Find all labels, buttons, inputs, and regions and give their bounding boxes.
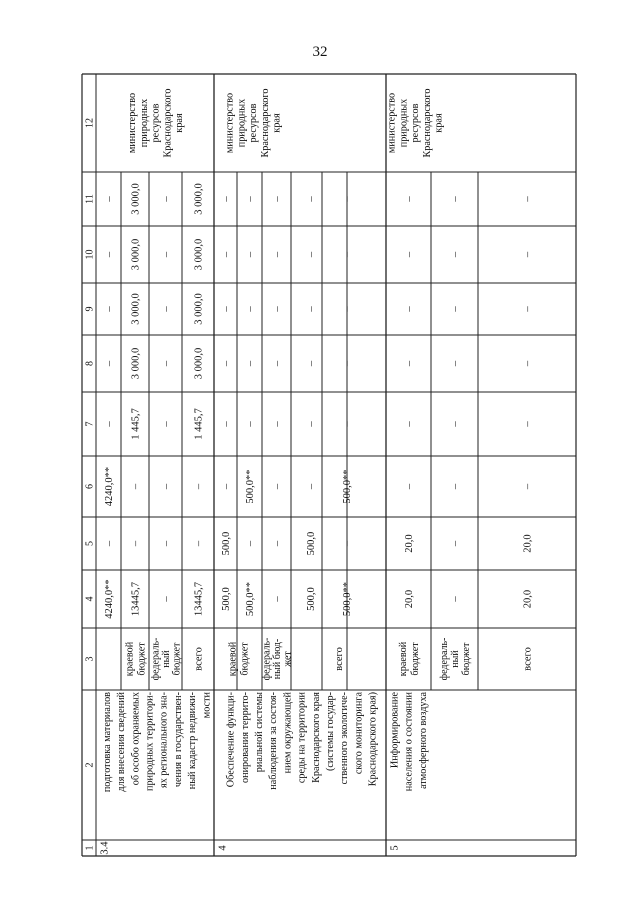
- executor: [224, 88, 282, 157]
- value-c11: [194, 183, 205, 215]
- value-c6-line: –: [272, 483, 284, 490]
- value-c9-line: –: [342, 306, 354, 312]
- value-c6-line: –: [221, 483, 233, 490]
- column-number: [85, 763, 96, 768]
- value-c5-line: 20,0: [404, 534, 416, 553]
- value-c7-line: –: [450, 421, 462, 427]
- row-number: [218, 845, 229, 851]
- value-c7-line: –: [522, 421, 534, 427]
- value-c7: [306, 421, 317, 428]
- value-c5: [194, 540, 205, 547]
- funding-source: [151, 638, 183, 681]
- column-number-line: 1: [84, 845, 96, 851]
- funding-source-line: бюджет: [171, 642, 183, 676]
- column-number: [85, 846, 96, 851]
- value-c7: [161, 421, 172, 428]
- value-c6: [161, 483, 172, 490]
- event-name-line: Краснодарского края: [310, 692, 322, 783]
- value-c7: [194, 408, 205, 440]
- value-top-c4: [104, 579, 115, 618]
- row-number: [100, 841, 111, 855]
- value-c4: [131, 582, 142, 616]
- value-c5: [221, 532, 232, 556]
- column-number-line: 10: [84, 249, 96, 260]
- value-c9: [342, 306, 353, 313]
- value-c9: [404, 306, 415, 313]
- value-c6: [523, 483, 534, 490]
- value-c4: [194, 582, 205, 616]
- value-top-c8-line: –: [104, 360, 116, 367]
- value-c6-line: –: [193, 483, 205, 490]
- value-c11: [450, 196, 461, 203]
- column-number-line: 4: [84, 596, 96, 602]
- value-c11-line: 3 000,0: [193, 183, 205, 215]
- value-c7: [450, 421, 461, 428]
- value-c6: [450, 483, 461, 490]
- value-c5-line: –: [161, 540, 173, 547]
- column-number: [85, 597, 96, 602]
- executor-line: ресурсов: [410, 103, 422, 143]
- value-c9: [523, 306, 534, 313]
- value-top-c11-line: –: [104, 196, 116, 202]
- event-name-line: подготовка материалов: [101, 692, 113, 793]
- value-c8-line: –: [342, 360, 354, 367]
- value-c5-line: 500,0: [306, 531, 318, 556]
- funding-source-line: краевой: [124, 641, 136, 677]
- value-c4-line: 13445,7: [193, 581, 205, 617]
- funding-source-line: жет: [282, 651, 294, 667]
- executor-line: края: [271, 113, 283, 133]
- page-number: 32: [312, 44, 328, 60]
- event-name-line: об особо охраняемых: [130, 692, 142, 786]
- value-c6: [194, 483, 205, 490]
- value-c7-line: –: [245, 421, 257, 427]
- value-c5-line: 20,0: [522, 534, 534, 553]
- value-c10-line: –: [522, 251, 534, 258]
- event-name-line: ный кадастр недвижи-: [187, 692, 199, 790]
- value-c7-line: –: [342, 421, 354, 427]
- value-c7-line: 1 445,7: [193, 408, 205, 440]
- value-c6: [306, 483, 317, 490]
- value-c11-line: 3 000,0: [130, 183, 142, 215]
- column-number: [85, 657, 96, 662]
- value-c6-line: –: [450, 483, 462, 490]
- event-name-line: онирования террито-: [239, 692, 251, 783]
- column-number: [85, 194, 96, 204]
- value-top-c7: [104, 421, 115, 428]
- value-c8-line: –: [161, 360, 173, 367]
- value-c10-line: 3 000,0: [193, 238, 205, 271]
- value-c9-line: 3 000,0: [130, 293, 142, 325]
- column-number: [85, 422, 96, 427]
- value-c7: [342, 421, 353, 428]
- row-number-line: 3.4: [99, 841, 111, 855]
- value-c11: [161, 196, 172, 203]
- executor: [386, 88, 444, 157]
- value-c9: [161, 306, 172, 313]
- value-top-c4-line: 4240,0**: [104, 579, 116, 619]
- value-c11: [306, 196, 317, 203]
- value-c8: [194, 348, 205, 380]
- column-number-line: 5: [84, 541, 96, 546]
- value-c9: [131, 293, 142, 325]
- value-c6: [221, 483, 232, 490]
- funding-source-line: всего: [193, 647, 205, 671]
- funding-source-line: всего: [334, 647, 346, 671]
- funding-source-line: бюджет: [239, 642, 251, 676]
- funding-source: [194, 647, 205, 671]
- value-c9-line: –: [245, 306, 257, 312]
- value-c6: [131, 483, 142, 490]
- value-c9: [194, 293, 205, 325]
- value-c5-line: 500,0: [221, 531, 233, 556]
- value-top-c8: [104, 360, 115, 367]
- event-name-line: среды на территории: [296, 692, 308, 784]
- funding-source: [228, 641, 251, 676]
- value-c4-line: 500,0**: [245, 581, 257, 617]
- value-c5-line: –: [272, 540, 284, 547]
- value-top-c5-line: –: [104, 540, 116, 547]
- funding-source-line: бюджет: [461, 642, 472, 676]
- executor-line: края: [174, 113, 186, 133]
- value-c9-line: –: [161, 306, 173, 312]
- value-c7-line: 1 445,7: [130, 408, 142, 440]
- value-top-c10: [104, 251, 115, 258]
- column-number-line: 11: [84, 194, 96, 204]
- value-c4-line: 20,0: [404, 589, 416, 609]
- value-c11: [404, 196, 415, 203]
- value-c10-line: –: [221, 251, 233, 258]
- value-c10: [194, 239, 205, 271]
- value-c4-line: –: [161, 596, 173, 602]
- value-c9-line: –: [522, 306, 534, 312]
- funding-source-line: краевой: [227, 641, 239, 677]
- event-name-line: ях регионального зна-: [158, 692, 170, 788]
- value-c6-line: –: [130, 483, 142, 490]
- value-c10: [131, 239, 142, 271]
- executor-line: ресурсов: [248, 103, 260, 143]
- value-c8-line: –: [450, 360, 462, 367]
- event-name-line: чения в государствен-: [172, 692, 184, 788]
- value-c10-line: –: [450, 251, 462, 258]
- executor-line: ресурсов: [150, 103, 162, 143]
- value-c6-line: –: [306, 483, 318, 490]
- value-c8: [272, 360, 283, 367]
- value-c11: [245, 196, 256, 203]
- value-c6-line: –: [161, 483, 173, 490]
- value-c8: [245, 360, 256, 367]
- executor-line: природных: [398, 98, 410, 148]
- value-c6-line: –: [404, 483, 416, 490]
- value-c9-line: –: [221, 306, 233, 312]
- value-c9-line: –: [272, 306, 284, 312]
- value-c7-line: –: [221, 421, 233, 427]
- funding-source-line: федераль-: [150, 637, 162, 681]
- value-c6: [342, 469, 353, 503]
- value-top-c9: [104, 306, 115, 313]
- value-c10: [404, 251, 415, 258]
- row-number-line: 5: [389, 845, 401, 851]
- funding-source-line: федераль-: [261, 637, 273, 681]
- value-c11-line: –: [404, 196, 416, 202]
- executor-line: Краснодарского: [259, 88, 271, 158]
- value-top-c9-line: –: [104, 306, 116, 312]
- value-c4: [306, 587, 317, 611]
- value-c9-line: –: [404, 306, 416, 312]
- value-c4-line: –: [450, 596, 462, 602]
- value-c10: [306, 251, 317, 258]
- value-c9: [450, 306, 461, 313]
- value-c10: [342, 251, 353, 258]
- value-c11: [523, 196, 534, 203]
- funding-source-line: ный бюд-: [272, 638, 283, 680]
- value-c6-line: 500,0**: [342, 469, 354, 504]
- value-top-c11: [104, 196, 115, 203]
- value-c4: [404, 590, 415, 608]
- value-c7-line: –: [404, 421, 416, 427]
- value-c11: [272, 196, 283, 203]
- executor-line: министерство: [126, 92, 138, 154]
- value-c4-line: 13445,7: [130, 581, 142, 617]
- value-c9: [245, 306, 256, 313]
- value-c4: [272, 596, 283, 603]
- column-number: [85, 118, 96, 128]
- event-name-line: мости: [201, 692, 213, 719]
- value-c8-line: –: [522, 360, 534, 367]
- value-c6-line: –: [522, 483, 534, 490]
- funding-source-line: ный: [450, 650, 461, 668]
- value-c6-line: 500,0**: [245, 469, 257, 504]
- value-top-c6: [104, 467, 115, 506]
- value-c8: [131, 348, 142, 380]
- event-name-line: (системы государ-: [324, 692, 336, 772]
- value-c7: [404, 421, 415, 428]
- value-c7: [221, 421, 232, 428]
- funding-source: [439, 638, 472, 681]
- value-c4-line: 500,0: [221, 587, 233, 611]
- value-c5-line: –: [130, 540, 142, 547]
- value-c7: [245, 421, 256, 428]
- value-c10: [450, 251, 461, 258]
- value-c8: [342, 360, 353, 367]
- value-c8: [221, 360, 232, 367]
- value-c6: [272, 483, 283, 490]
- value-c5: [131, 540, 142, 547]
- column-number-line: 7: [84, 421, 96, 427]
- value-top-c7-line: –: [104, 421, 116, 427]
- value-c10-line: –: [306, 251, 318, 258]
- column-number-line: 9: [84, 306, 96, 312]
- column-number: [85, 484, 96, 489]
- column-number: [85, 541, 96, 546]
- row-number-line: 4: [217, 845, 229, 851]
- event-name-line: наблюдения за состоя-: [268, 692, 280, 790]
- value-c11-line: –: [342, 196, 354, 202]
- value-c4-line: 500,0: [306, 587, 318, 611]
- value-c9-line: 3 000,0: [193, 293, 205, 325]
- value-c10: [221, 251, 232, 258]
- value-c11: [131, 183, 142, 215]
- value-c9-line: –: [306, 306, 318, 312]
- value-c10: [272, 251, 283, 258]
- event-name: [226, 691, 379, 789]
- value-c8-line: 3 000,0: [130, 347, 142, 380]
- funding-source: [125, 641, 148, 676]
- event-name-line: Краснодарского края): [367, 692, 379, 787]
- value-c10-line: 3 000,0: [130, 238, 142, 271]
- funding-source-line: всего: [522, 647, 534, 671]
- value-c8-line: –: [245, 360, 257, 367]
- value-c5: [161, 540, 172, 547]
- event-name-line: атмосферного воздуха: [417, 692, 429, 789]
- funding-source: [523, 647, 534, 671]
- value-c7-line: –: [306, 421, 318, 427]
- value-c9: [221, 306, 232, 313]
- executor-line: министерство: [386, 92, 398, 154]
- value-c11: [342, 196, 353, 203]
- value-c7: [272, 421, 283, 428]
- value-c11-line: –: [161, 196, 173, 202]
- funding-source-line: бюджет: [136, 642, 148, 676]
- value-c5: [404, 534, 415, 552]
- value-top-c6-line: 4240,0**: [104, 466, 116, 507]
- column-number-line: 2: [84, 762, 96, 768]
- value-c10-line: –: [342, 251, 354, 258]
- event-name-line: нием окружающей: [282, 692, 294, 774]
- funding-source-line: федераль-: [439, 637, 450, 681]
- executor-line: края: [433, 113, 445, 133]
- value-top-c5: [104, 540, 115, 547]
- event-name: [389, 691, 428, 791]
- value-c6: [245, 469, 256, 503]
- value-c5: [450, 540, 461, 547]
- value-c11-line: –: [272, 196, 284, 202]
- column-number-line: 6: [84, 484, 96, 489]
- value-c6: [404, 483, 415, 490]
- executor-line: природных: [138, 98, 150, 148]
- value-c8-line: –: [404, 360, 416, 367]
- value-c5-line: –: [193, 540, 205, 547]
- value-c7-line: –: [161, 421, 173, 427]
- event-name-line: Обеспечение функци-: [225, 692, 237, 788]
- funding-source: [398, 641, 421, 676]
- column-number-line: 12: [84, 118, 96, 128]
- column-number-line: 3: [84, 656, 96, 662]
- executor-line: Краснодарского: [421, 88, 433, 158]
- value-c5-line: –: [450, 540, 462, 547]
- value-c4: [245, 582, 256, 616]
- executor-line: природных: [236, 98, 248, 148]
- column-number: [85, 361, 96, 366]
- value-c10: [161, 251, 172, 258]
- value-c8: [306, 360, 317, 367]
- funding-source-line: бюджет: [410, 642, 422, 676]
- funding-source: [262, 638, 294, 681]
- value-c10-line: –: [404, 251, 416, 258]
- event-name-line: риальной системы: [253, 692, 265, 773]
- column-number: [85, 250, 96, 260]
- value-c4-line: 500,0**: [342, 581, 354, 617]
- funding-source: [334, 647, 345, 671]
- value-c5: [245, 540, 256, 547]
- funding-source-line: ный: [161, 650, 172, 668]
- funding-source-line: краевой: [398, 641, 410, 677]
- value-c7: [131, 408, 142, 440]
- row-number: [390, 845, 401, 850]
- event-name-line: природных территори-: [144, 692, 156, 791]
- value-c5: [342, 540, 353, 547]
- value-c10-line: –: [272, 251, 284, 258]
- executor: [127, 88, 185, 157]
- value-c4-line: –: [272, 596, 284, 602]
- value-c11-line: –: [450, 196, 462, 202]
- value-c10-line: –: [161, 251, 173, 258]
- value-c7-line: –: [272, 421, 284, 427]
- value-c11-line: –: [221, 196, 233, 202]
- value-c8-line: –: [306, 360, 318, 367]
- value-c9: [306, 306, 317, 313]
- event-name-line: населения о состоянии: [403, 692, 415, 792]
- value-c8: [404, 360, 415, 367]
- value-c4-line: 20,0: [522, 589, 534, 609]
- value-c11-line: –: [522, 196, 534, 202]
- executor-line: министерство: [224, 92, 236, 154]
- value-c4: [342, 582, 353, 616]
- value-c4: [221, 587, 232, 611]
- value-c5-line: –: [342, 540, 354, 547]
- value-c8: [161, 360, 172, 367]
- value-c5: [272, 540, 283, 547]
- value-c11-line: –: [245, 196, 257, 202]
- value-c8: [450, 360, 461, 367]
- value-c8-line: –: [221, 360, 233, 367]
- value-c10-line: –: [245, 251, 257, 258]
- value-c4: [450, 596, 461, 603]
- value-top-c10-line: –: [104, 251, 116, 258]
- column-number: [85, 307, 96, 312]
- value-c10: [245, 251, 256, 258]
- event-name: [102, 691, 212, 792]
- value-c5-line: –: [245, 540, 257, 547]
- value-c9-line: –: [450, 306, 462, 312]
- value-c11-line: –: [306, 196, 318, 202]
- value-c4: [523, 590, 534, 608]
- event-name-line: ского мониторинга: [353, 692, 365, 775]
- event-name-line: ственного экологиче-: [339, 692, 351, 785]
- executor-line: Краснодарского: [162, 88, 174, 158]
- value-c9: [272, 306, 283, 313]
- value-c11: [221, 196, 232, 203]
- event-name-line: Информирование: [389, 692, 401, 769]
- value-c8: [523, 360, 534, 367]
- value-c8-line: –: [272, 360, 284, 367]
- value-c4: [161, 596, 172, 603]
- value-c10: [523, 251, 534, 258]
- value-c5: [523, 534, 534, 552]
- column-number-line: 8: [84, 361, 96, 366]
- value-c5: [306, 532, 317, 556]
- event-name-line: для внесения сведений: [116, 692, 128, 792]
- value-c7: [523, 421, 534, 428]
- value-c8-line: 3 000,0: [193, 347, 205, 380]
